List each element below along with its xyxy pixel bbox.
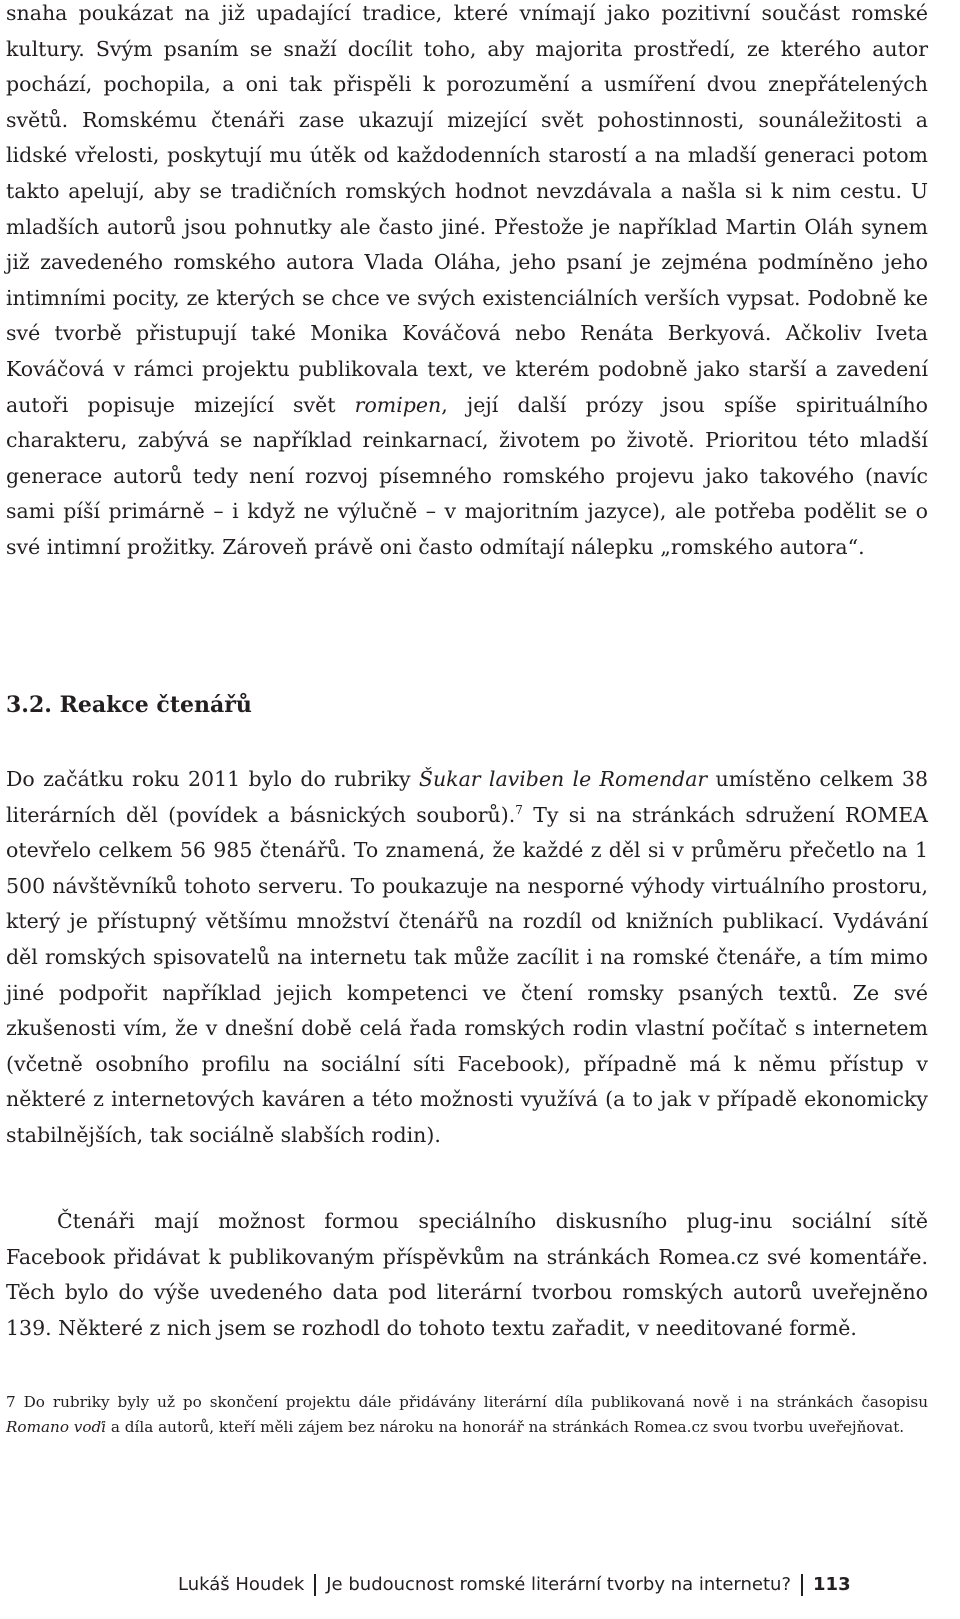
paragraph-1-text: snaha poukázat na již upadající tradice, které vnímají jako pozitivní součást romské kultury. Svým psaním se snaží docílit toho, aby majorita prostředí, ze kterého autor pochází, pochopila, a oni tak přispěli k porozumění a usmíření dvou znepřátelených světů. Romskému čtenáři zase ukazují mizející svět pohostinnosti, sounáležitosti a lidské vřelosti, poskytují mu útěk od každodenních starostí a na mladší generaci potom takto apelují, aby se tradičních romských hodnot nevzdávala a našla si k nim cestu. U mladších autorů jsou pohnutky ale často jiné. Přestože je například Martin Oláh synem již zavedeného romského autora Vlada Oláha, jeho psaní je zejména podmíněno jeho intimními pocity, ze kterých se chce ve svých existenciálních verších vypsat. Podobně ke své tvorbě přistupují také Monika Kováčová nebo Renáta Berkyová. Ačkoliv Iveta Kováčová v rámci projektu publikovala text, ve kterém podobně jako starší a zavedení autoři popisuje mizející svět	[6, 1, 928, 417]
paragraph-1	[6, 0, 928, 566]
footer-author: Lukáš Houdek	[178, 1574, 305, 1595]
paragraph-2-end: Ty si na stránkách sdružení ROMEA otevřelo celkem 56 985 čtenářů. To znamená, že každé z děl si v průměru přečetlo na 1 500 návštěvníků tohoto serveru. To poukazuje na nesporné výhody virtuálního prostoru, který je přístupný většímu množství čtenářů na rozdíl od knižních publikací. Vydávání děl romských spisovatelů na internetu tak může zacílit i na romské čtenáře, a tím mimo jiné podpořit například jejich kompetenci ve čtení romsky psaných textů. Ze své zkušenosti vím, že v dnešní době celá řada romských rodin vlastní počítač s internetem (včetně osobního profilu na sociální síti Facebook), případně má k němu přístup v některé z internetových kaváren a této možnosti využívá (a to jak v případě ekonomicky stabilnějších, tak sociálně slabších rodin).	[6, 802, 928, 1147]
page-footer	[178, 1568, 928, 1602]
footnote-end: a díla autorů, kteří měli zájem bez nároku na honorář na stránkách Romea.cz svou tvorbu uveřejňovat.	[106, 1418, 905, 1436]
section-heading: 3.2. Reakce čtenářů	[6, 692, 252, 718]
paragraph-2	[6, 762, 928, 1154]
paragraph-1-end: , její další prózy jsou spíše spirituálního charakteru, zabývá se například reinkarnací, životem po životě. Prioritou této mladší generace autorů tedy není rozvoj písemného romského projevu jako takového (navíc sami píší primárně – i když ne výlučně – v majoritním jazyce), ale potřeba podělit se o své intimní prožitky. Zároveň právě oni často odmítají nálepku „romského autora“.	[6, 392, 928, 559]
paragraph-2-mid: umístěno celkem 38 literárních děl (povídek a básnických souborů).	[6, 767, 928, 827]
footnote-reference: 7	[515, 802, 523, 817]
paragraph-1-italic: romipen	[354, 392, 442, 417]
footer-separator	[314, 1574, 316, 1596]
page-number: 113	[813, 1574, 851, 1595]
footer-separator	[801, 1574, 803, 1596]
footnote-italic: Romano voďi	[6, 1418, 107, 1436]
footnote-start: 7 Do rubriky byly už po skončení projektu dále přidávány literární díla publikovaná nově i na stránkách časopisu	[6, 1393, 928, 1411]
paragraph-3: Čtenáři mají možnost formou speciálního diskusního plug-inu sociální sítě Facebook přidávat k publikovaným příspěvkům na stránkách Romea.cz své komentáře. Těch bylo do výše uvedeného data pod literární tvorbou romských autorů uveřejněno 139. Některé z nich jsem se rozhodl do tohoto textu zařadit, v needitované formě.	[6, 1209, 928, 1340]
footer-title: Je budoucnost romské literární tvorby na internetu?	[326, 1574, 792, 1595]
paragraph-2-italic: Šukar laviben le Romendar	[418, 767, 708, 791]
footnote	[6, 1390, 928, 1440]
paragraph-2-start: Do začátku roku 2011 bylo do rubriky	[6, 767, 419, 791]
